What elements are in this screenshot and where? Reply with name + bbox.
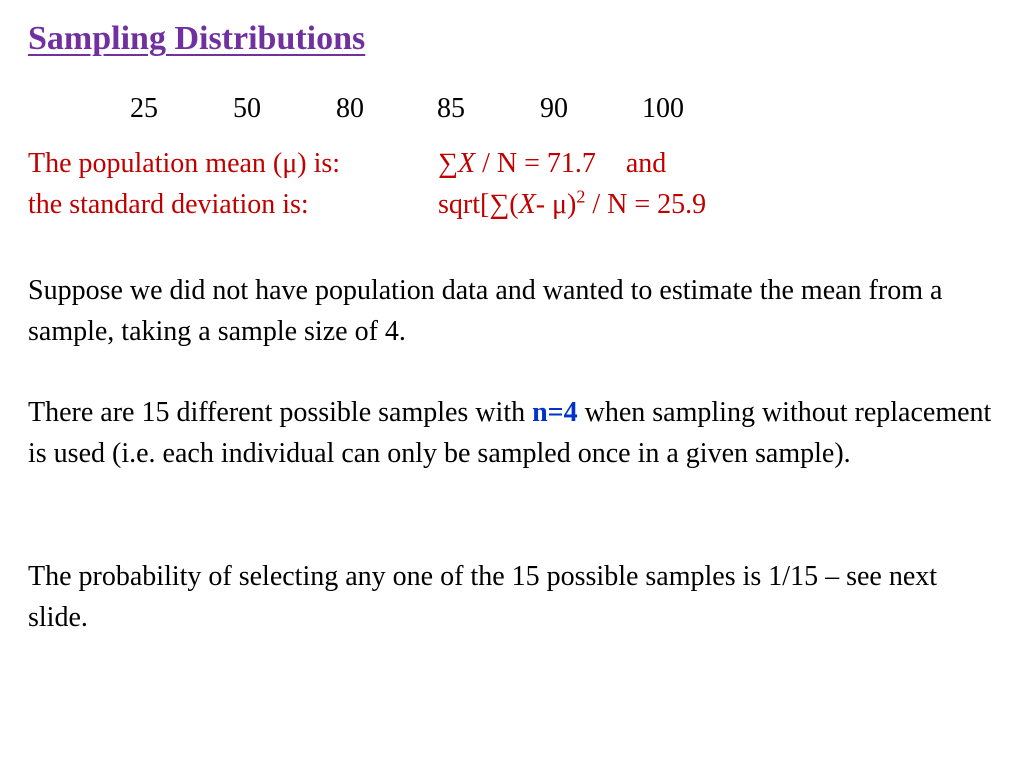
sd-label: the standard deviation is: [28, 189, 309, 220]
population-value: 90 [540, 93, 568, 124]
slide-title: Sampling Distributions [28, 20, 366, 57]
standard-deviation-line [28, 186, 928, 225]
population-value: 50 [233, 93, 261, 124]
paragraph-estimate-mean: Suppose we did not have population data and wanted to estimate the mean from a sample, taking a sample size of 4. [28, 275, 943, 347]
and-text: and [625, 148, 667, 179]
population-values-row [0, 93, 1024, 129]
sd-formula [438, 186, 707, 221]
population-value: 25 [130, 93, 158, 124]
paragraph-possible-samples [28, 392, 998, 474]
mean-label: The population mean (μ) is: [28, 148, 341, 179]
mean-formula [438, 148, 666, 180]
paragraph-probability: The probability of selecting any one of the 15 possible samples is 1/15 – see next slide. [28, 561, 938, 633]
population-mean-line [28, 148, 928, 184]
sum-symbol: ∑ [438, 148, 458, 179]
sd-suffix: / N = 25.9 [585, 189, 707, 220]
paragraph-text: There are 15 different possible samples with [28, 397, 533, 428]
population-value: 80 [336, 93, 364, 124]
x-variable: X [518, 189, 536, 220]
population-value: 85 [437, 93, 465, 124]
sd-minus-mu: - μ) [535, 189, 577, 220]
sample-size-highlight: n=4 [532, 397, 578, 428]
paragraph-text: when sampling without replacement is used (i.e. each individual can only be sampled once in a given sample). [28, 397, 992, 469]
sd-prefix: sqrt[∑( [438, 189, 519, 220]
x-variable: X [457, 148, 476, 179]
mean-divider: / N = 71.7 [475, 148, 596, 179]
sd-exponent: 2 [576, 186, 586, 207]
population-value: 100 [642, 93, 684, 124]
